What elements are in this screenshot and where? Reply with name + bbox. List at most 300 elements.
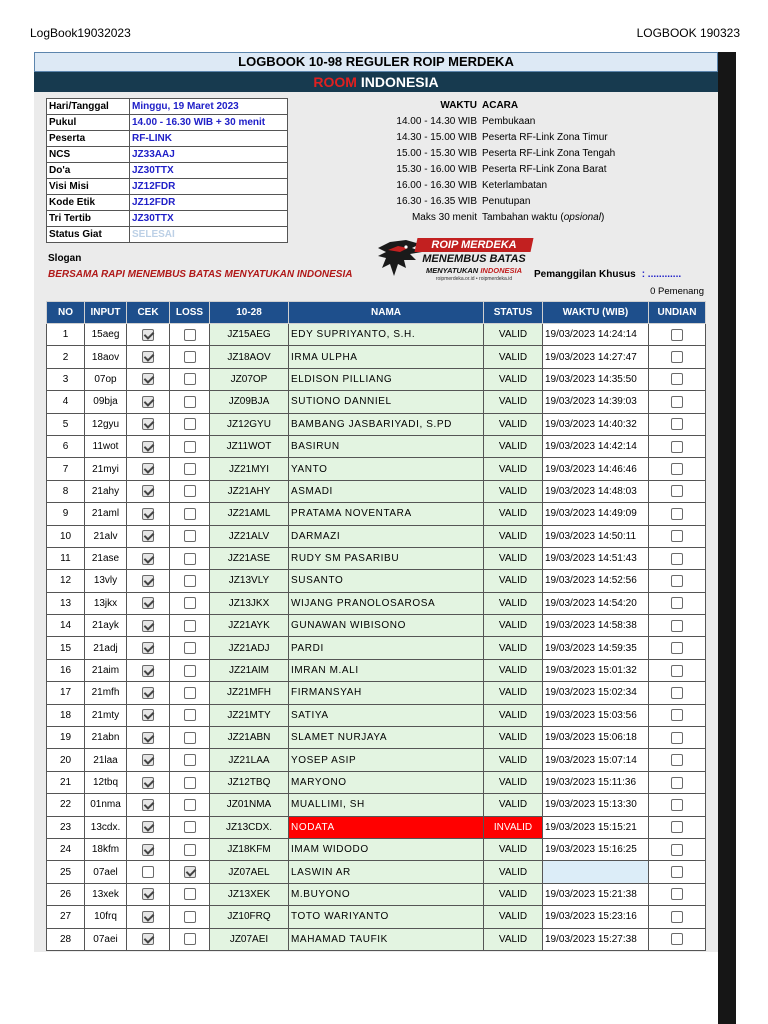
cek-checkbox[interactable] bbox=[142, 441, 154, 453]
info-value: SELESAI bbox=[130, 227, 288, 243]
time-cell: 19/03/2023 15:11:36 bbox=[543, 771, 649, 793]
undian-cell bbox=[649, 525, 706, 547]
info-row bbox=[47, 147, 288, 163]
undian-cell bbox=[649, 547, 706, 569]
schedule-row bbox=[300, 162, 710, 178]
time-cell: 19/03/2023 15:07:14 bbox=[543, 749, 649, 771]
loss-checkbox[interactable] bbox=[184, 463, 196, 475]
loss-checkbox[interactable] bbox=[184, 709, 196, 721]
loss-checkbox[interactable] bbox=[184, 329, 196, 341]
undian-cell bbox=[649, 346, 706, 368]
schedule-extra-row bbox=[300, 210, 710, 226]
input-cell: 15aeg bbox=[85, 324, 127, 346]
row-number: 25 bbox=[47, 861, 85, 883]
undian-cell bbox=[649, 861, 706, 883]
cek-cell bbox=[127, 615, 170, 637]
row-number: 3 bbox=[47, 368, 85, 390]
row-number: 17 bbox=[47, 682, 85, 704]
loss-cell bbox=[170, 838, 210, 860]
undian-checkbox[interactable] bbox=[671, 777, 683, 789]
time-cell: 19/03/2023 14:35:50 bbox=[543, 368, 649, 390]
cek-checkbox[interactable] bbox=[142, 553, 154, 565]
loss-checkbox[interactable] bbox=[184, 665, 196, 677]
status-cell: VALID bbox=[484, 838, 543, 860]
loss-checkbox[interactable] bbox=[184, 799, 196, 811]
row-number: 19 bbox=[47, 727, 85, 749]
cek-cell bbox=[127, 324, 170, 346]
logo-website: roipmerdeka.or.id • roipmerdeka.id bbox=[435, 276, 513, 282]
name-cell: ASMADI bbox=[289, 480, 484, 502]
cek-checkbox[interactable] bbox=[142, 530, 154, 542]
status-cell: VALID bbox=[484, 682, 543, 704]
undian-checkbox[interactable] bbox=[671, 508, 683, 520]
input-cell: 11wot bbox=[85, 435, 127, 457]
time-cell: 19/03/2023 15:21:38 bbox=[543, 883, 649, 905]
loss-checkbox[interactable] bbox=[184, 530, 196, 542]
undian-checkbox[interactable] bbox=[671, 530, 683, 542]
cek-checkbox[interactable] bbox=[142, 575, 154, 587]
input-cell: 21alv bbox=[85, 525, 127, 547]
cek-checkbox[interactable] bbox=[142, 709, 154, 721]
loss-cell bbox=[170, 771, 210, 793]
loss-checkbox[interactable] bbox=[184, 732, 196, 744]
cek-checkbox[interactable] bbox=[142, 485, 154, 497]
undian-checkbox[interactable] bbox=[671, 709, 683, 721]
logo-tagline-2: MENYATUKAN INDONESIA bbox=[426, 266, 522, 275]
callsign-cell: JZ21ASE bbox=[210, 547, 289, 569]
name-cell: MAHAMAD TAUFIK bbox=[289, 928, 484, 950]
undian-checkbox[interactable] bbox=[671, 866, 683, 878]
callsign-cell: JZ07AEL bbox=[210, 861, 289, 883]
table-row bbox=[47, 749, 706, 771]
time-cell: 19/03/2023 15:23:16 bbox=[543, 906, 649, 928]
time-cell: 19/03/2023 14:40:32 bbox=[543, 413, 649, 435]
loss-cell bbox=[170, 391, 210, 413]
undian-checkbox[interactable] bbox=[671, 575, 683, 587]
cek-checkbox[interactable] bbox=[142, 642, 154, 654]
table-row bbox=[47, 503, 706, 525]
undian-cell bbox=[649, 435, 706, 457]
cek-checkbox[interactable] bbox=[142, 597, 154, 609]
cek-cell bbox=[127, 906, 170, 928]
cek-cell bbox=[127, 480, 170, 502]
cek-checkbox[interactable] bbox=[142, 418, 154, 430]
loss-cell bbox=[170, 749, 210, 771]
row-number: 4 bbox=[47, 391, 85, 413]
loss-cell bbox=[170, 637, 210, 659]
row-number: 23 bbox=[47, 816, 85, 838]
row-number: 12 bbox=[47, 570, 85, 592]
loss-checkbox[interactable] bbox=[184, 351, 196, 363]
loss-cell bbox=[170, 480, 210, 502]
undian-cell bbox=[649, 324, 706, 346]
loss-checkbox[interactable] bbox=[184, 754, 196, 766]
row-number: 15 bbox=[47, 637, 85, 659]
time-cell: 19/03/2023 14:51:43 bbox=[543, 547, 649, 569]
cek-checkbox[interactable] bbox=[142, 508, 154, 520]
undian-checkbox[interactable] bbox=[671, 441, 683, 453]
cek-cell bbox=[127, 413, 170, 435]
undian-cell bbox=[649, 704, 706, 726]
info-value: JZ12FDR bbox=[130, 195, 288, 211]
loss-cell bbox=[170, 928, 210, 950]
logo-title: ROIP MERDEKA bbox=[431, 239, 517, 251]
info-row bbox=[47, 115, 288, 131]
loss-cell bbox=[170, 435, 210, 457]
schedule-time: 15.00 - 15.30 WIB bbox=[396, 148, 477, 159]
input-cell: 18kfm bbox=[85, 838, 127, 860]
cek-cell bbox=[127, 346, 170, 368]
undian-checkbox[interactable] bbox=[671, 754, 683, 766]
status-cell: VALID bbox=[484, 749, 543, 771]
loss-checkbox[interactable] bbox=[184, 821, 196, 833]
schedule-time-header: WAKTU bbox=[440, 100, 477, 111]
loss-checkbox[interactable] bbox=[184, 888, 196, 900]
info-label: Peserta bbox=[47, 131, 130, 147]
loss-cell bbox=[170, 570, 210, 592]
undian-checkbox[interactable] bbox=[671, 888, 683, 900]
time-cell: 19/03/2023 15:06:18 bbox=[543, 727, 649, 749]
name-cell: IRMA ULPHA bbox=[289, 346, 484, 368]
name-cell: RUDY SM PASARIBU bbox=[289, 547, 484, 569]
column-header: 10-28 bbox=[210, 302, 289, 324]
info-row bbox=[47, 179, 288, 195]
name-cell: SLAMET NURJAYA bbox=[289, 727, 484, 749]
undian-cell bbox=[649, 659, 706, 681]
callsign-cell: JZ11WOT bbox=[210, 435, 289, 457]
undian-cell bbox=[649, 794, 706, 816]
undian-checkbox[interactable] bbox=[671, 463, 683, 475]
info-value: Minggu, 19 Maret 2023 bbox=[130, 99, 288, 115]
cek-checkbox[interactable] bbox=[142, 351, 154, 363]
row-number: 1 bbox=[47, 324, 85, 346]
input-cell: 21ase bbox=[85, 547, 127, 569]
cek-checkbox[interactable] bbox=[142, 844, 154, 856]
undian-checkbox[interactable] bbox=[671, 351, 683, 363]
time-cell: 19/03/2023 14:24:14 bbox=[543, 324, 649, 346]
input-cell: 21laa bbox=[85, 749, 127, 771]
schedule-time: Maks 30 menit bbox=[411, 212, 477, 223]
undian-checkbox[interactable] bbox=[671, 642, 683, 654]
loss-cell bbox=[170, 906, 210, 928]
undian-checkbox[interactable] bbox=[671, 911, 683, 923]
cek-checkbox[interactable] bbox=[142, 620, 154, 632]
name-cell: SUTIONO DANNIEL bbox=[289, 391, 484, 413]
right-edge-bar bbox=[718, 52, 736, 1024]
status-cell: VALID bbox=[484, 480, 543, 502]
row-number: 6 bbox=[47, 435, 85, 457]
callsign-cell: JZ12GYU bbox=[210, 413, 289, 435]
time-cell: 19/03/2023 15:03:56 bbox=[543, 704, 649, 726]
cek-checkbox[interactable] bbox=[142, 732, 154, 744]
info-value: 14.00 - 16.30 WIB + 30 menit bbox=[130, 115, 288, 131]
logbook-title: LOGBOOK 10-98 REGULER ROIP MERDEKA bbox=[34, 52, 718, 72]
time-cell: 19/03/2023 15:16:25 bbox=[543, 838, 649, 860]
loss-cell bbox=[170, 682, 210, 704]
undian-checkbox[interactable] bbox=[671, 396, 683, 408]
cek-cell bbox=[127, 503, 170, 525]
winner-count: 0 Pemenang bbox=[650, 286, 704, 297]
loss-checkbox[interactable] bbox=[184, 508, 196, 520]
input-cell: 21ayk bbox=[85, 615, 127, 637]
loss-checkbox[interactable] bbox=[184, 933, 196, 945]
input-cell: 07op bbox=[85, 368, 127, 390]
loss-checkbox[interactable] bbox=[184, 373, 196, 385]
time-cell: 19/03/2023 15:02:34 bbox=[543, 682, 649, 704]
cek-checkbox[interactable] bbox=[142, 933, 154, 945]
row-number: 28 bbox=[47, 928, 85, 950]
time-cell: 19/03/2023 14:59:35 bbox=[543, 637, 649, 659]
cek-checkbox[interactable] bbox=[142, 463, 154, 475]
undian-checkbox[interactable] bbox=[671, 418, 683, 430]
cek-checkbox[interactable] bbox=[142, 911, 154, 923]
undian-checkbox[interactable] bbox=[671, 373, 683, 385]
undian-checkbox[interactable] bbox=[671, 597, 683, 609]
name-cell: YANTO bbox=[289, 458, 484, 480]
cek-cell bbox=[127, 592, 170, 614]
cek-checkbox[interactable] bbox=[142, 396, 154, 408]
info-row bbox=[47, 211, 288, 227]
status-cell: VALID bbox=[484, 413, 543, 435]
column-header: LOSS bbox=[170, 302, 210, 324]
column-header: INPUT bbox=[85, 302, 127, 324]
loss-checkbox[interactable] bbox=[184, 485, 196, 497]
cek-cell bbox=[127, 749, 170, 771]
undian-checkbox[interactable] bbox=[671, 799, 683, 811]
callsign-cell: JZ21ALV bbox=[210, 525, 289, 547]
table-row bbox=[47, 615, 706, 637]
cek-checkbox[interactable] bbox=[142, 777, 154, 789]
loss-cell bbox=[170, 816, 210, 838]
schedule-event: Peserta RF-Link Zona Tengah bbox=[482, 148, 616, 159]
time-cell: 19/03/2023 14:54:20 bbox=[543, 592, 649, 614]
undian-checkbox[interactable] bbox=[671, 329, 683, 341]
time-cell: 19/03/2023 14:39:03 bbox=[543, 391, 649, 413]
cek-cell bbox=[127, 391, 170, 413]
loss-checkbox[interactable] bbox=[184, 866, 196, 878]
time-cell: 19/03/2023 15:13:30 bbox=[543, 794, 649, 816]
cek-cell bbox=[127, 704, 170, 726]
input-cell: 01nma bbox=[85, 794, 127, 816]
name-cell: WIJANG PRANOLOSAROSA bbox=[289, 592, 484, 614]
row-number: 2 bbox=[47, 346, 85, 368]
input-cell: 09bja bbox=[85, 391, 127, 413]
column-header: NAMA bbox=[289, 302, 484, 324]
undian-cell bbox=[649, 771, 706, 793]
undian-cell bbox=[649, 727, 706, 749]
undian-checkbox[interactable] bbox=[671, 620, 683, 632]
undian-cell bbox=[649, 615, 706, 637]
loss-checkbox[interactable] bbox=[184, 553, 196, 565]
loss-checkbox[interactable] bbox=[184, 777, 196, 789]
callsign-cell: JZ18KFM bbox=[210, 838, 289, 860]
cek-checkbox[interactable] bbox=[142, 373, 154, 385]
cek-cell bbox=[127, 838, 170, 860]
column-header: WAKTU (WIB) bbox=[543, 302, 649, 324]
name-cell: MARYONO bbox=[289, 771, 484, 793]
undian-checkbox[interactable] bbox=[671, 933, 683, 945]
table-row bbox=[47, 727, 706, 749]
loss-checkbox[interactable] bbox=[184, 441, 196, 453]
loss-cell bbox=[170, 525, 210, 547]
status-cell: VALID bbox=[484, 547, 543, 569]
undian-cell bbox=[649, 906, 706, 928]
info-label: Do'a bbox=[47, 163, 130, 179]
undian-cell bbox=[649, 480, 706, 502]
undian-checkbox[interactable] bbox=[671, 844, 683, 856]
table-row bbox=[47, 435, 706, 457]
input-cell: 07aei bbox=[85, 928, 127, 950]
loss-checkbox[interactable] bbox=[184, 844, 196, 856]
status-cell: VALID bbox=[484, 525, 543, 547]
callsign-cell: JZ13CDX. bbox=[210, 816, 289, 838]
status-cell: INVALID bbox=[484, 816, 543, 838]
cek-cell bbox=[127, 861, 170, 883]
info-row bbox=[47, 99, 288, 115]
cek-cell bbox=[127, 637, 170, 659]
undian-checkbox[interactable] bbox=[671, 687, 683, 699]
input-cell: 21abn bbox=[85, 727, 127, 749]
callsign-cell: JZ21AHY bbox=[210, 480, 289, 502]
row-number: 16 bbox=[47, 659, 85, 681]
cek-cell bbox=[127, 928, 170, 950]
undian-checkbox[interactable] bbox=[671, 732, 683, 744]
undian-cell bbox=[649, 503, 706, 525]
column-header: STATUS bbox=[484, 302, 543, 324]
loss-checkbox[interactable] bbox=[184, 911, 196, 923]
loss-cell bbox=[170, 458, 210, 480]
loss-cell bbox=[170, 503, 210, 525]
column-header: UNDIAN bbox=[649, 302, 706, 324]
callsign-cell: JZ21ADJ bbox=[210, 637, 289, 659]
cek-checkbox[interactable] bbox=[142, 687, 154, 699]
row-number: 14 bbox=[47, 615, 85, 637]
input-cell: 21ahy bbox=[85, 480, 127, 502]
input-cell: 21mfh bbox=[85, 682, 127, 704]
status-cell: VALID bbox=[484, 458, 543, 480]
table-row bbox=[47, 570, 706, 592]
info-value: RF-LINK bbox=[130, 131, 288, 147]
undian-checkbox[interactable] bbox=[671, 553, 683, 565]
table-row bbox=[47, 928, 706, 950]
status-cell: VALID bbox=[484, 615, 543, 637]
loss-checkbox[interactable] bbox=[184, 396, 196, 408]
schedule-time: 15.30 - 16.00 WIB bbox=[396, 164, 477, 175]
time-cell: 19/03/2023 15:15:21 bbox=[543, 816, 649, 838]
status-cell: VALID bbox=[484, 704, 543, 726]
name-cell: IMRAN M.ALI bbox=[289, 659, 484, 681]
status-cell: VALID bbox=[484, 771, 543, 793]
undian-cell bbox=[649, 368, 706, 390]
input-cell: 12gyu bbox=[85, 413, 127, 435]
cek-checkbox[interactable] bbox=[142, 821, 154, 833]
name-cell: BASIRUN bbox=[289, 435, 484, 457]
name-cell: LASWIN AR bbox=[289, 861, 484, 883]
name-cell: SATIYA bbox=[289, 704, 484, 726]
document-code: LOGBOOK 190323 bbox=[636, 26, 740, 40]
row-number: 7 bbox=[47, 458, 85, 480]
cek-cell bbox=[127, 458, 170, 480]
cek-cell bbox=[127, 525, 170, 547]
loss-checkbox[interactable] bbox=[184, 597, 196, 609]
cek-checkbox[interactable] bbox=[142, 329, 154, 341]
cek-checkbox[interactable] bbox=[142, 665, 154, 677]
callsign-cell: JZ21ABN bbox=[210, 727, 289, 749]
loss-checkbox[interactable] bbox=[184, 642, 196, 654]
schedule-time: 14.30 - 15.00 WIB bbox=[396, 132, 477, 143]
undian-checkbox[interactable] bbox=[671, 821, 683, 833]
loss-checkbox[interactable] bbox=[184, 418, 196, 430]
undian-checkbox[interactable] bbox=[671, 665, 683, 677]
loss-checkbox[interactable] bbox=[184, 687, 196, 699]
info-value: JZ30TTX bbox=[130, 211, 288, 227]
row-number: 9 bbox=[47, 503, 85, 525]
schedule-event: Penutupan bbox=[482, 196, 531, 207]
undian-cell bbox=[649, 570, 706, 592]
loss-cell bbox=[170, 659, 210, 681]
loss-checkbox[interactable] bbox=[184, 575, 196, 587]
cek-checkbox[interactable] bbox=[142, 866, 154, 878]
info-row bbox=[47, 131, 288, 147]
input-cell: 07ael bbox=[85, 861, 127, 883]
schedule-row bbox=[300, 130, 710, 146]
table-row bbox=[47, 458, 706, 480]
status-cell: VALID bbox=[484, 570, 543, 592]
undian-checkbox[interactable] bbox=[671, 485, 683, 497]
cek-checkbox[interactable] bbox=[142, 888, 154, 900]
info-label: NCS bbox=[47, 147, 130, 163]
cek-cell bbox=[127, 771, 170, 793]
cek-cell bbox=[127, 368, 170, 390]
cek-checkbox[interactable] bbox=[142, 754, 154, 766]
callsign-cell: JZ13JKX bbox=[210, 592, 289, 614]
callsign-cell: JZ13XEK bbox=[210, 883, 289, 905]
event-info-table bbox=[46, 98, 288, 243]
status-cell: VALID bbox=[484, 659, 543, 681]
table-row bbox=[47, 368, 706, 390]
input-cell: 18aov bbox=[85, 346, 127, 368]
status-cell: VALID bbox=[484, 592, 543, 614]
info-label: Visi Misi bbox=[47, 179, 130, 195]
table-row bbox=[47, 637, 706, 659]
loss-checkbox[interactable] bbox=[184, 620, 196, 632]
name-cell: NODATA bbox=[289, 816, 484, 838]
cek-checkbox[interactable] bbox=[142, 799, 154, 811]
row-number: 5 bbox=[47, 413, 85, 435]
schedule bbox=[300, 98, 710, 226]
schedule-time: 14.00 - 14.30 WIB bbox=[396, 116, 477, 127]
loss-cell bbox=[170, 413, 210, 435]
row-number: 8 bbox=[47, 480, 85, 502]
row-number: 11 bbox=[47, 547, 85, 569]
undian-cell bbox=[649, 838, 706, 860]
status-cell: VALID bbox=[484, 928, 543, 950]
loss-cell bbox=[170, 794, 210, 816]
status-cell: VALID bbox=[484, 861, 543, 883]
table-row bbox=[47, 413, 706, 435]
table-row bbox=[47, 525, 706, 547]
info-value: JZ30TTX bbox=[130, 163, 288, 179]
callsign-cell: JZ21MYI bbox=[210, 458, 289, 480]
table-row bbox=[47, 480, 706, 502]
time-cell: 19/03/2023 14:27:47 bbox=[543, 346, 649, 368]
schedule-time: 16.30 - 16.35 WIB bbox=[396, 196, 477, 207]
schedule-row bbox=[300, 146, 710, 162]
column-header: NO bbox=[47, 302, 85, 324]
name-cell: SUSANTO bbox=[289, 570, 484, 592]
table-row bbox=[47, 704, 706, 726]
roip-merdeka-logo bbox=[376, 236, 536, 288]
